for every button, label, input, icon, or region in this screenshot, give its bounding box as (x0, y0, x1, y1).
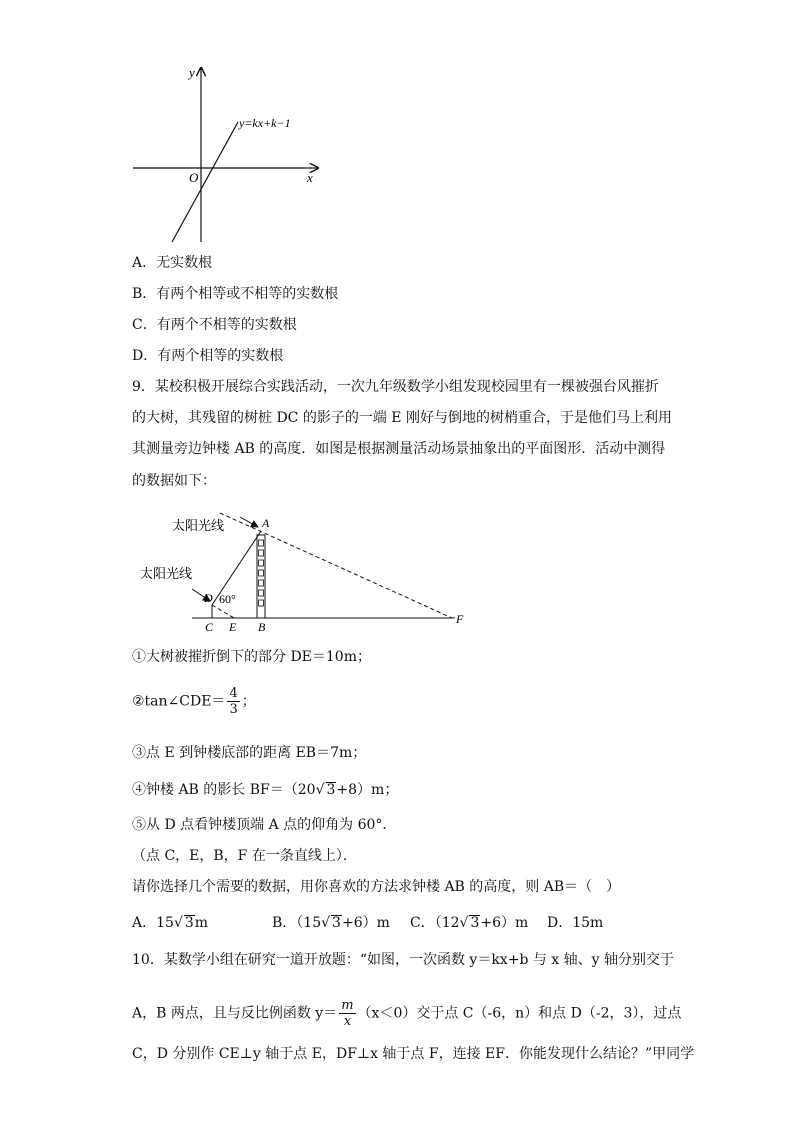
fraction-4-3: $\frac{4}{3}$ (229, 686, 238, 717)
line-DE (212, 605, 234, 618)
q8-option-d: D．有两个相等的实数根 (132, 348, 284, 364)
line-equation-label: y=kx+k−1 (239, 116, 291, 130)
q9-option-c: C．（12√ 3+6）m (410, 915, 529, 931)
x-axis-label: x (307, 170, 313, 185)
function-line (172, 122, 238, 242)
fraction-m-x: $\frac{m}{x}$ (341, 998, 354, 1029)
sun-label-top: 太阳光线 (172, 518, 225, 533)
q9-option-d: D．15m (547, 915, 604, 931)
q9-stem-line-1: 9．某校积极开展综合实践活动，一次九年级数学小组发现校园里有一棵被强台风摧折 (132, 379, 659, 395)
q8-option-b: B．有两个相等或不相等的实数根 (132, 286, 339, 302)
q10-line-3: C，D 分别作 CE⊥y 轴于点 E，DF⊥x 轴于点 F，连接 EF．你能发现什么结论？”甲同学 (132, 1046, 695, 1062)
q9-data-2: ②tan∠CDE＝ $\frac{4}{3}$ ； (132, 686, 256, 717)
q10-line-2: A，B 两点，且与反比例函数 y＝ $\frac{m}{x}$ （x＜0）交于点 C（-6，n）和点 D（-2，3），过点 (132, 998, 682, 1029)
point-A-label: A (262, 516, 270, 530)
clock-tower-figure (130, 505, 480, 635)
q8-option-a: A．无实数根 (132, 255, 213, 271)
q9-data-3: ③点 E 到钟楼底部的距离 EB＝7m； (132, 745, 367, 761)
q9-question: 请你选择几个需要的数据，用你喜欢的方法求钟楼 AB 的高度，则 AB＝（ ） (132, 879, 621, 895)
q10-line-1: 10．某数学小组在研究一道开放题：“如图，一次函数 y＝kx+b 与 x 轴、y 轴分别交于 (132, 952, 675, 968)
tower-windows (259, 540, 264, 606)
angle-label: 60° (219, 592, 236, 606)
q9-option-a: A．15√ 3m (132, 915, 209, 931)
point-B-label: B (258, 620, 266, 634)
linear-function-graph (125, 62, 335, 247)
origin-label: O (189, 170, 199, 185)
point-F-label: F (456, 612, 464, 626)
q9-data-1: ①大树被摧折倒下的部分 DE＝10m； (132, 649, 371, 665)
q9-data-4: ④钟楼 AB 的影长 BF＝（20√ 3+8）m； (132, 782, 399, 798)
q9-stem-line-2: 的大树，其残留的树桩 DC 的影子的一端 E 刚好与倒地的树梢重合，于是他们马上利用 (132, 410, 672, 426)
point-D-label: D (204, 591, 213, 605)
q8-option-c: C．有两个不相等的实数根 (132, 317, 297, 333)
q9-option-b: B．（15√ 3+6）m (272, 915, 390, 931)
q9-data-5: ⑤从 D 点看钟楼顶端 A 点的仰角为 60°． (132, 817, 397, 833)
y-axis-label: y (189, 65, 195, 80)
sun-label-left: 太阳光线 (140, 566, 193, 581)
q9-note: （点 C，E，B，F 在一条直线上）． (132, 848, 357, 864)
sun-ray-AF (220, 513, 452, 618)
point-C-label: C (205, 620, 214, 634)
sun-arrow-top (240, 517, 258, 527)
q9-stem-line-3: 其测量旁边钟楼 AB 的高度．如图是根据测量活动场景抽象出的平面图形．活动中测得 (132, 441, 666, 457)
point-E-label: E (229, 620, 237, 634)
q9-stem-line-4: 的数据如下： (132, 473, 216, 489)
